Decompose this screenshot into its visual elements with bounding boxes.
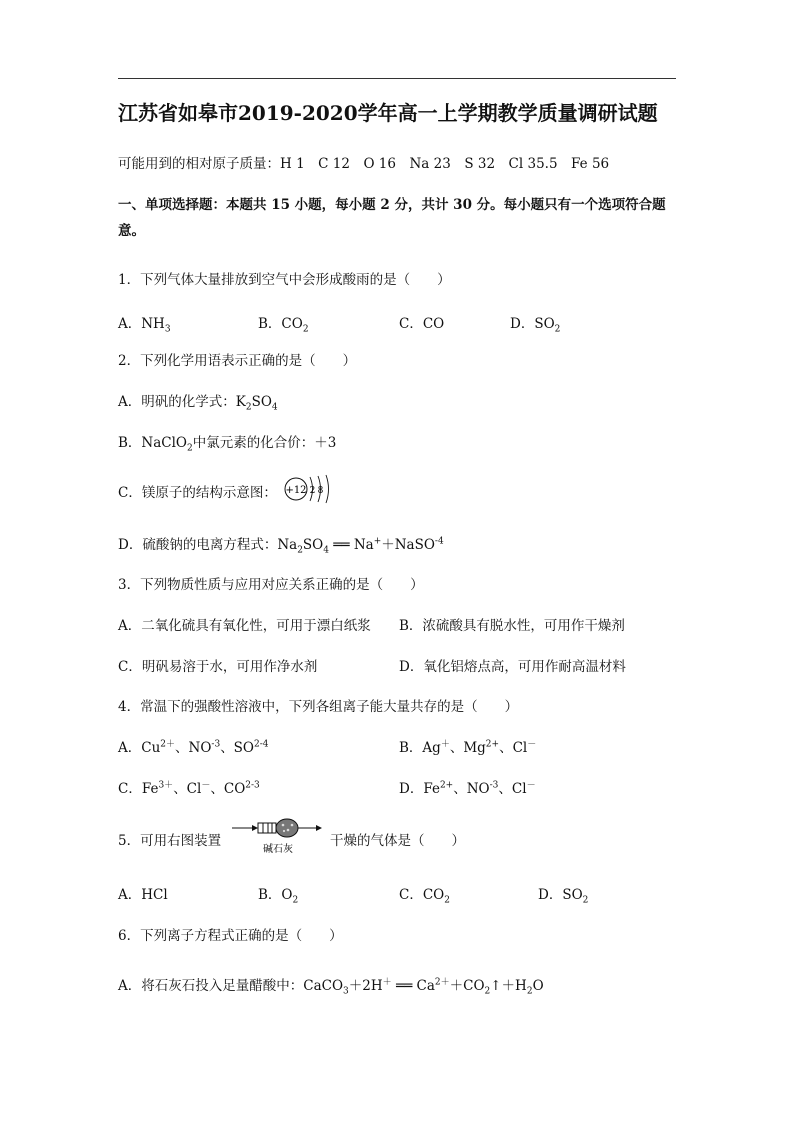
page-title: 江苏省如皋市2019-2020学年高一上学期教学质量调研试题 <box>118 101 658 125</box>
apparatus-label: 碱石灰 <box>263 844 293 855</box>
header-rule <box>118 78 676 79</box>
q2-option-b: B．NaClO$_2$中氯元素的化合价：＋3 <box>118 435 337 454</box>
q2-option-c: C．镁原子的结构示意图： <box>118 485 277 501</box>
tube-neck <box>258 823 276 833</box>
q5-stem-start: 5．可用右图装置 <box>118 833 222 849</box>
q3-stem: 3．下列物质性质与应用对应关系正确的是（ ） <box>118 577 424 593</box>
section-heading-line1: 一、单项选择题：本题共 15 小题，每小题 2 分，共计 30 分。每小题只有一个选项符合题 <box>118 197 666 213</box>
q4-option-d: D．$Fe^{2+}$、$NO^{-3}$、Cl－ <box>399 780 536 797</box>
q3-option-a: A．二氧化硫具有氧化性，可用于漂白纸浆 <box>118 618 371 634</box>
q4-option-c: C．$Fe^{3+}$、Cl－、CO$^{2-3}$ <box>118 780 260 797</box>
q3-option-c: C．明矾易溶于水，可用作净水剂 <box>118 659 318 675</box>
q4-option-a: A．$Cu^{2+}$、$NO^{-3}$、SO$^{2-4}$ <box>118 739 269 756</box>
granule-2 <box>287 829 290 832</box>
atomic-masses-line: 可能用到的相对原子质量：H 1 C 12 O 16 Na 23 S 32 Cl 35.5 Fe 56 <box>118 156 610 172</box>
q1-stem: 1．下列气体大量排放到空气中会形成酸雨的是（ ） <box>118 272 451 288</box>
q1-option-b: B．$CO_2$ <box>258 316 309 335</box>
q4-stem: 4．常温下的强酸性溶液中，下列各组离子能大量共存的是（ ） <box>118 699 519 715</box>
q2-stem: 2．下列化学用语表示正确的是（ ） <box>118 353 357 369</box>
q4-option-b: B．Ag＋、$Mg^{2+}$、Cl－ <box>399 739 537 756</box>
shell-arc-3 <box>326 475 329 503</box>
q3-option-d: D．氧化铝熔点高，可用作耐高温材料 <box>399 659 626 675</box>
section-heading-line2: 意。 <box>118 223 145 239</box>
shell-1-electrons: 2 <box>309 486 316 496</box>
q3-option-b: B．浓硫酸具有脱水性，可用作干燥剂 <box>399 618 625 634</box>
shell-2-electrons: 8 <box>317 486 324 496</box>
granule-4 <box>283 830 285 832</box>
nucleus-charge: +12 <box>285 485 307 496</box>
q5-option-a: A．HCl <box>118 887 168 903</box>
inlet-arrow <box>252 825 258 831</box>
q6-stem: 6．下列离子方程式正确的是（ ） <box>118 928 343 944</box>
drying-tube-apparatus <box>230 816 326 856</box>
q1-option-c: C．CO <box>399 316 445 332</box>
q5-option-d: D．$SO_2$ <box>538 887 589 906</box>
granule-1 <box>282 824 285 827</box>
q2-option-a: A．明矾的化学式：$K_2SO_4$ <box>118 394 278 413</box>
q5-stem-end: 干燥的气体是（ ） <box>330 833 465 849</box>
q1-option-a: A．$NH_3$ <box>118 316 171 335</box>
q6-option-a: A．将石灰石投入足量醋酸中：CaCO$_3$＋2H＋ ══ $Ca^{2+}+CO_2↑+H_2O$ <box>118 977 544 997</box>
outlet-arrow <box>316 825 322 831</box>
q2-option-d: D．硫酸钠的电离方程式：$Na_2SO_4$ ══ Na+＋NaSO$^{-4}$ <box>118 536 444 556</box>
q1-option-d: D．$SO_2$ <box>510 316 561 335</box>
soda-lime-bulb <box>276 819 298 837</box>
q5-option-c: C．$CO_2$ <box>399 887 450 906</box>
granule-3 <box>291 824 294 827</box>
magnesium-atom-diagram <box>283 474 333 504</box>
q5-option-b: B．$O_2$ <box>258 887 299 906</box>
